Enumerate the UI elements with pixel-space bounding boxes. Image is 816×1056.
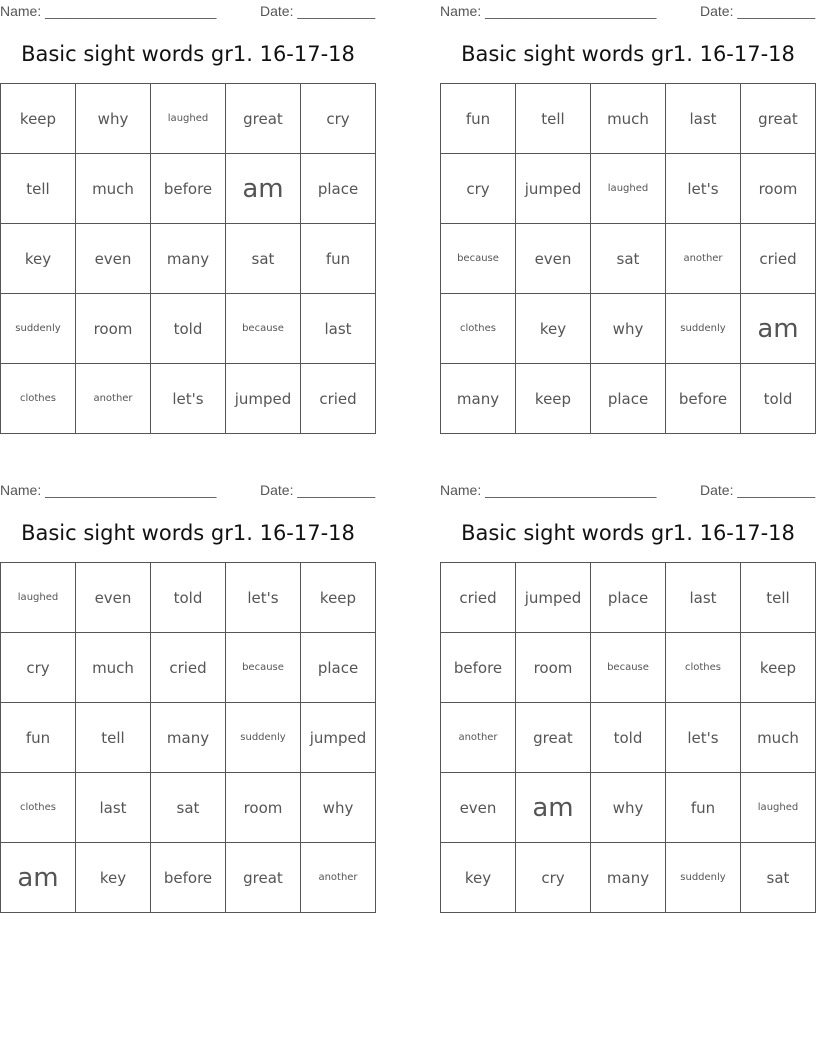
word-cell: sat — [591, 224, 666, 294]
word-cell: keep — [516, 364, 591, 434]
word-cell: because — [441, 224, 516, 294]
word-cell: suddenly — [226, 703, 301, 773]
word-cell: fun — [666, 773, 741, 843]
date-field-label: Date: __________ — [260, 482, 376, 498]
word-cell: let's — [226, 563, 301, 633]
word-cell: place — [301, 154, 376, 224]
grid-row — [441, 703, 816, 773]
grid-row — [1, 154, 376, 224]
word-cell: keep — [741, 633, 816, 703]
word-cell: fun — [1, 703, 76, 773]
word-cell: cried — [301, 364, 376, 434]
grid-row — [441, 633, 816, 703]
word-cell: room — [226, 773, 301, 843]
word-cell: suddenly — [666, 843, 741, 913]
word-cell: another — [441, 703, 516, 773]
word-cell: cried — [151, 633, 226, 703]
grid-row — [441, 154, 816, 224]
word-cell: let's — [666, 703, 741, 773]
word-cell: last — [666, 84, 741, 154]
word-cell: why — [76, 84, 151, 154]
word-cell: before — [666, 364, 741, 434]
grid-row — [1, 633, 376, 703]
word-cell: clothes — [1, 364, 76, 434]
date-field-label: Date: __________ — [700, 3, 816, 19]
word-cell: why — [301, 773, 376, 843]
word-cell: cried — [741, 224, 816, 294]
word-cell: am — [516, 773, 591, 843]
word-cell: key — [441, 843, 516, 913]
word-cell: many — [151, 224, 226, 294]
grid-row — [1, 563, 376, 633]
word-cell: laughed — [741, 773, 816, 843]
word-cell: cried — [441, 563, 516, 633]
word-cell: place — [301, 633, 376, 703]
word-cell: tell — [76, 703, 151, 773]
word-cell: sat — [226, 224, 301, 294]
grid-row — [1, 84, 376, 154]
grid-row — [1, 773, 376, 843]
card-title: Basic sight words gr1. 16-17-18 — [461, 42, 795, 66]
word-cell: before — [441, 633, 516, 703]
word-cell: clothes — [441, 294, 516, 364]
word-cell: great — [226, 843, 301, 913]
bingo-card-4 — [440, 479, 816, 887]
card-header — [0, 0, 376, 22]
grid-row — [441, 294, 816, 364]
word-cell: told — [151, 563, 226, 633]
word-cell: even — [441, 773, 516, 843]
word-cell: even — [516, 224, 591, 294]
word-cell: am — [741, 294, 816, 364]
word-cell: clothes — [666, 633, 741, 703]
grid-row — [1, 224, 376, 294]
word-cell: tell — [741, 563, 816, 633]
card-header — [440, 0, 816, 22]
word-cell: why — [591, 773, 666, 843]
word-cell: key — [1, 224, 76, 294]
grid-row — [1, 364, 376, 434]
word-cell: jumped — [516, 563, 591, 633]
word-cell: laughed — [1, 563, 76, 633]
word-cell: fun — [301, 224, 376, 294]
word-cell: last — [76, 773, 151, 843]
word-cell: cry — [516, 843, 591, 913]
word-cell: place — [591, 563, 666, 633]
word-cell: even — [76, 224, 151, 294]
word-cell: room — [516, 633, 591, 703]
word-cell: many — [151, 703, 226, 773]
word-grid — [440, 83, 816, 434]
card-header — [0, 479, 376, 501]
word-cell: great — [741, 84, 816, 154]
card-header — [440, 479, 816, 501]
word-cell: because — [226, 633, 301, 703]
word-cell: many — [591, 843, 666, 913]
word-cell: key — [516, 294, 591, 364]
word-cell: room — [76, 294, 151, 364]
date-field-label: Date: __________ — [700, 482, 816, 498]
word-cell: told — [741, 364, 816, 434]
grid-row — [441, 84, 816, 154]
word-grid — [440, 562, 816, 913]
word-grid — [0, 562, 376, 913]
word-cell: cry — [301, 84, 376, 154]
word-cell: keep — [301, 563, 376, 633]
bingo-card-3 — [0, 479, 376, 893]
grid-row — [1, 843, 376, 913]
word-cell: because — [591, 633, 666, 703]
word-cell: much — [76, 633, 151, 703]
word-cell: last — [301, 294, 376, 364]
word-cell: another — [76, 364, 151, 434]
date-field-label: Date: __________ — [260, 3, 376, 19]
word-cell: cry — [1, 633, 76, 703]
grid-row — [441, 364, 816, 434]
word-cell: let's — [666, 154, 741, 224]
word-cell: laughed — [151, 84, 226, 154]
word-cell: tell — [516, 84, 591, 154]
name-field-label: Name: ______________________ — [0, 3, 217, 19]
name-field-label: Name: ______________________ — [440, 482, 657, 498]
word-cell: jumped — [226, 364, 301, 434]
card-title: Basic sight words gr1. 16-17-18 — [21, 42, 355, 66]
word-cell: before — [151, 843, 226, 913]
word-cell: clothes — [1, 773, 76, 843]
word-cell: place — [591, 364, 666, 434]
word-cell: am — [226, 154, 301, 224]
bingo-card-2 — [440, 0, 816, 408]
word-cell: another — [666, 224, 741, 294]
word-cell: tell — [1, 154, 76, 224]
word-cell: jumped — [516, 154, 591, 224]
word-cell: laughed — [591, 154, 666, 224]
word-cell: room — [741, 154, 816, 224]
word-cell: much — [76, 154, 151, 224]
grid-row — [441, 773, 816, 843]
word-cell: many — [441, 364, 516, 434]
word-cell: great — [516, 703, 591, 773]
grid-row — [441, 563, 816, 633]
word-cell: let's — [151, 364, 226, 434]
word-cell: much — [591, 84, 666, 154]
grid-row — [1, 294, 376, 364]
word-cell: told — [151, 294, 226, 364]
word-cell: am — [1, 843, 76, 913]
bingo-card-1 — [0, 0, 376, 408]
word-cell: before — [151, 154, 226, 224]
grid-row — [441, 224, 816, 294]
word-cell: much — [741, 703, 816, 773]
word-cell: another — [301, 843, 376, 913]
grid-row — [441, 843, 816, 913]
word-cell: even — [76, 563, 151, 633]
word-cell: told — [591, 703, 666, 773]
word-grid — [0, 83, 376, 434]
word-cell: key — [76, 843, 151, 913]
word-cell: why — [591, 294, 666, 364]
word-cell: jumped — [301, 703, 376, 773]
card-title: Basic sight words gr1. 16-17-18 — [21, 521, 355, 545]
word-cell: great — [226, 84, 301, 154]
word-cell: fun — [441, 84, 516, 154]
word-cell: suddenly — [1, 294, 76, 364]
grid-row — [1, 703, 376, 773]
card-title: Basic sight words gr1. 16-17-18 — [461, 521, 795, 545]
word-cell: cry — [441, 154, 516, 224]
word-cell: suddenly — [666, 294, 741, 364]
word-cell: because — [226, 294, 301, 364]
word-cell: sat — [151, 773, 226, 843]
word-cell: sat — [741, 843, 816, 913]
word-cell: keep — [1, 84, 76, 154]
word-cell: last — [666, 563, 741, 633]
name-field-label: Name: ______________________ — [440, 3, 657, 19]
name-field-label: Name: ______________________ — [0, 482, 217, 498]
